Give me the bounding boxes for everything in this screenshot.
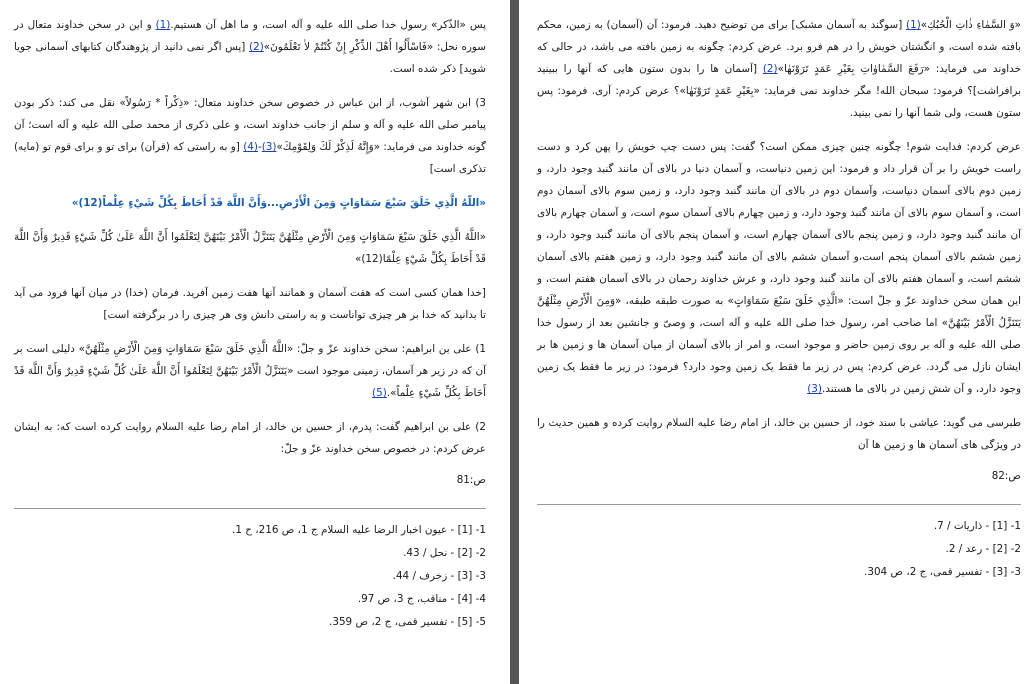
paragraph-text: 3) ابن شهر آشوب، از ابن عباس در خصوص سخن خداوند متعال: «ذِكْراً * رَسُولاً» نقل می كند: ذكر بودن پيامبر صلى الله عليه و آله و سلم از جانب خداوند است، و على ذكرى از محمد صلى الله عليه و آله است؛ آن گونه خداوند می فرمايد: «وَإِنَّهُ لَذِكْرٌ لَكَ وَلِقَوْمِكَ»: [14, 97, 486, 153]
paragraph: طبرسی می گويد: عياشی با سند خود، از حسين بن خالد، از امام رضا عليه السلام روايت كرده و همين حديث را در ويژگی های آسمان ها و زمين ها آن: [537, 417, 1021, 451]
paragraph-text: [پس اگر نمی دانيد از پژوهندگان كتابهای آسمانی جويا شويد] ذكر شده است.: [14, 41, 486, 75]
footnote-item: 2- [2] - نحل / 43.: [403, 547, 486, 559]
footnote-item: 1- [1] - عيون اخبار الرضا عليه السلام ج 1، ص 216، ح 1.: [232, 524, 486, 536]
footnote-item: 3- [3] - زخرف / 44.: [392, 570, 486, 582]
footnote-link[interactable]: (4): [243, 141, 258, 153]
footnotes: [14, 519, 486, 634]
paragraph-text: 1) على بن ابراهيم: سخن خداوند عزّ و جلّ: «اللَّهُ الَّذِي خَلَقَ سَبْعَ سَمَاوَاتٍ وَمِنَ الْأَرْضِ مِثْلَهُنَّ» دليلی است بر آن كه در زير هر آسمان، زمينی موجود است «يَتَنَزَّلُ الْأَمْرُ بَيْنَهُنَّ لِتَعْلَمُوا أَنَّ اللَّهَ عَلَىٰ كُلِّ شَيْءٍ قَدِيرٌ وَأَنَّ اللَّهَ قَدْ أَحَاطَ بِكُلِّ شَيْءٍ عِلْماً».: [14, 343, 486, 399]
paragraph-text: پس «الذّكر» رسول خدا صلى الله عليه و آله است، و ما اهل آن هستيم.: [170, 19, 486, 31]
paragraph-text: [سوگند به آسمان مشبک] برای من توضيح دهيد. فرمود: آن (آسمان) به زمين، محكم بافته شده است، و انگشتان خويش را در هم فرو برد. عرض كردم: چگونه به زمين بافته می باشد، در حالی كه خداوند می فرمايد: «رَفَعَ السَّمٰاوٰاتِ بِغَيْرِ عَمَدٍ تَرَوْنَهٰا»: [537, 19, 1021, 75]
paragraph: [14, 14, 486, 80]
footnote-divider: [537, 504, 1021, 505]
footnote-link[interactable]: (5): [372, 387, 387, 399]
section-heading: «اللّهُ الَّذِي خَلَقَ سَبْعَ سَمَاوَاتٍ وَمِنَ الْأَرْضِ...وَأَنَّ اللَّهَ قَدْ أَحَاطَ بِكُلِّ شَيْءٍ عِلْماً(12)»: [71, 197, 486, 209]
footnote-link[interactable]: (1): [906, 19, 921, 31]
footnote-item: 4- [4] - مناقب، ج 3، ص 97.: [357, 593, 486, 605]
footnote-item: 3- [3] - تفسير قمی، ج 2، ص 304.: [864, 566, 1021, 578]
footnote-link[interactable]: (2): [762, 63, 778, 75]
paragraph: [14, 92, 486, 180]
footnote-link[interactable]: (3): [261, 141, 277, 153]
paragraph: 2) على بن ابراهيم گفت: پدرم، از حسين بن خالد، از امام رضا عليه السلام روايت كرده است كه: به ايشان عرض كردم: در خصوص سخن خداوند عزّ و جلّ:: [14, 421, 486, 455]
footnote-item: 5- [5] - تفسير قمی، ج 2، ص 359.: [329, 616, 486, 628]
footnote-separator: -: [257, 141, 262, 153]
paragraph-text: و اين در سخن خداوند متعال در سوره نحل: «فَاسْأَلُوا أَهْلَ الذِّكْرِ إِنْ كُنْتُمْ لاٰ تَعْلَمُونَ»: [14, 19, 487, 53]
paragraph-text: [و به راستى كه (قرآن) برای تو و برای قوم تو (مايه) تذكری است]: [14, 141, 486, 175]
footnote-link[interactable]: (2): [249, 41, 264, 53]
footnote-item: 2- [2] - رعد / 2.: [945, 543, 1021, 555]
verse-translation: [خدا همان كسی است كه هفت آسمان و همانند آنها هفت زمين آفريد. فرمان (خدا) در ميان آنها فرود می آيد تا بدانيد كه خدا بر هر چيزی تواناست و به راستى دانش وی هر چيزی را در برگرفته است]: [14, 287, 486, 321]
footnote-link[interactable]: (3): [807, 383, 822, 395]
paragraph: [537, 136, 1021, 400]
paragraph: [14, 338, 486, 404]
paragraph-text: عرض كردم: فدايت شوم! چگونه چنين چيزی ممكن است؟ گفت: پس دست چپ خويش را پهن كرد و دست راست خويش را بر آن قرار داد و فرمود: اين زمين دنياست، و آسمان دنيا در بالای آن مانند گنبد وجود دارد، و زمين دوم بالای آسمان دنياست، وآسمان دوم در بالای آن مانند گنبد وجود دارد، و زمين سوم بالای آسمان دوم است، و آسمان سوم بالای آن مانند گنبد وجود دارد، و زمين چهارم بالای آسمان سوم است، و آسمان چهارم بالای آن مانند گنبد وجود دارد، و زمين پنجم بالای آسمان چهارم است، و آسمان پنجم بالای آن مانند گنبد وجود دارد، و زمين ششم بالای آسمان پنجم است،و آسمان ششم بالای آن مانند گنبد وجود دارد، و زمين هفتم بالای آسمان ششم است، و آسمان هفتم بالای آن مانند گنبد وجود دارد، و عرش خداوند رحمان در بالای آسمان هفتم است، و اين همان سخن خداوند عزّ و جلّ است: «الَّذِي خَلَقَ سَبْعَ سَمَاوَاتٍ» به صورت طبقه طبقه، «وَمِنَ الْأَرْضِ مِثْلَهُنَّ يَتَنَزَّلُ الْأَمْرُ بَيْنَهُنَّ» اما صاحب امر، رسول خدا صلى الله عليه و آله است، و وصیّ و جانشين بعد از رسول خدا صلى الله عليه و آله بر روی زمين حاضر و موجود است، و امر از بالای آسمان از ميان آسمان ها و زمين ها بر ايشان نازل می گردد. عرض كردم: پس در زير ما فقط يک زمين وجود دارد؟ فرمود: در زير ما فقط يک زمين وجود دارد، و آن شش زمين در بالای ما هستند.: [537, 141, 1021, 395]
book-page-right: [519, 0, 1035, 684]
page-number: ص:81: [456, 474, 486, 486]
footnote-divider: [14, 508, 486, 509]
page-number: ص:82: [991, 470, 1021, 482]
footnote-item: 1- [1] - ذاريات / 7.: [933, 520, 1021, 532]
paragraph-text: [آسمان ها را بدون ستون هايی كه آنها را ببينيد برافراشت]؟ فرمود: سبحان الله! مگر خداوند نمی فرمايد: «بِغَيْرِ عَمَدٍ تَرَوْنَهٰا»؟ عرض كردم: آرى. فرمود: پس ستون هست، ولی شما آنها را نمی بينيد.: [537, 63, 1021, 119]
book-page-left: [0, 0, 510, 684]
paragraph: [537, 14, 1021, 124]
paragraph-text: «وَ السَّمٰاءِ ذٰاتِ الْحُبُكِ»: [920, 19, 1021, 31]
page-gutter: [510, 0, 519, 684]
footnote-link[interactable]: (1): [155, 19, 171, 31]
footnotes: [537, 515, 1021, 584]
verse-text: «اللَّهُ الَّذِي خَلَقَ سَبْعَ سَمَاوَاتٍ وَمِنَ الْأَرْضِ مِثْلَهُنَّ يَتَنَزَّلُ الْأَمْرُ بَيْنَهُنَّ لِتَعْلَمُوا أَنَّ اللَّهَ عَلَىٰ كُلِّ شَيْءٍ قَدِيرٌ وَأَنَّ اللَّهَ قَدْ أَحَاطَ بِكُلِّ شَيْءٍ عِلْمًا(12)»: [14, 231, 486, 265]
